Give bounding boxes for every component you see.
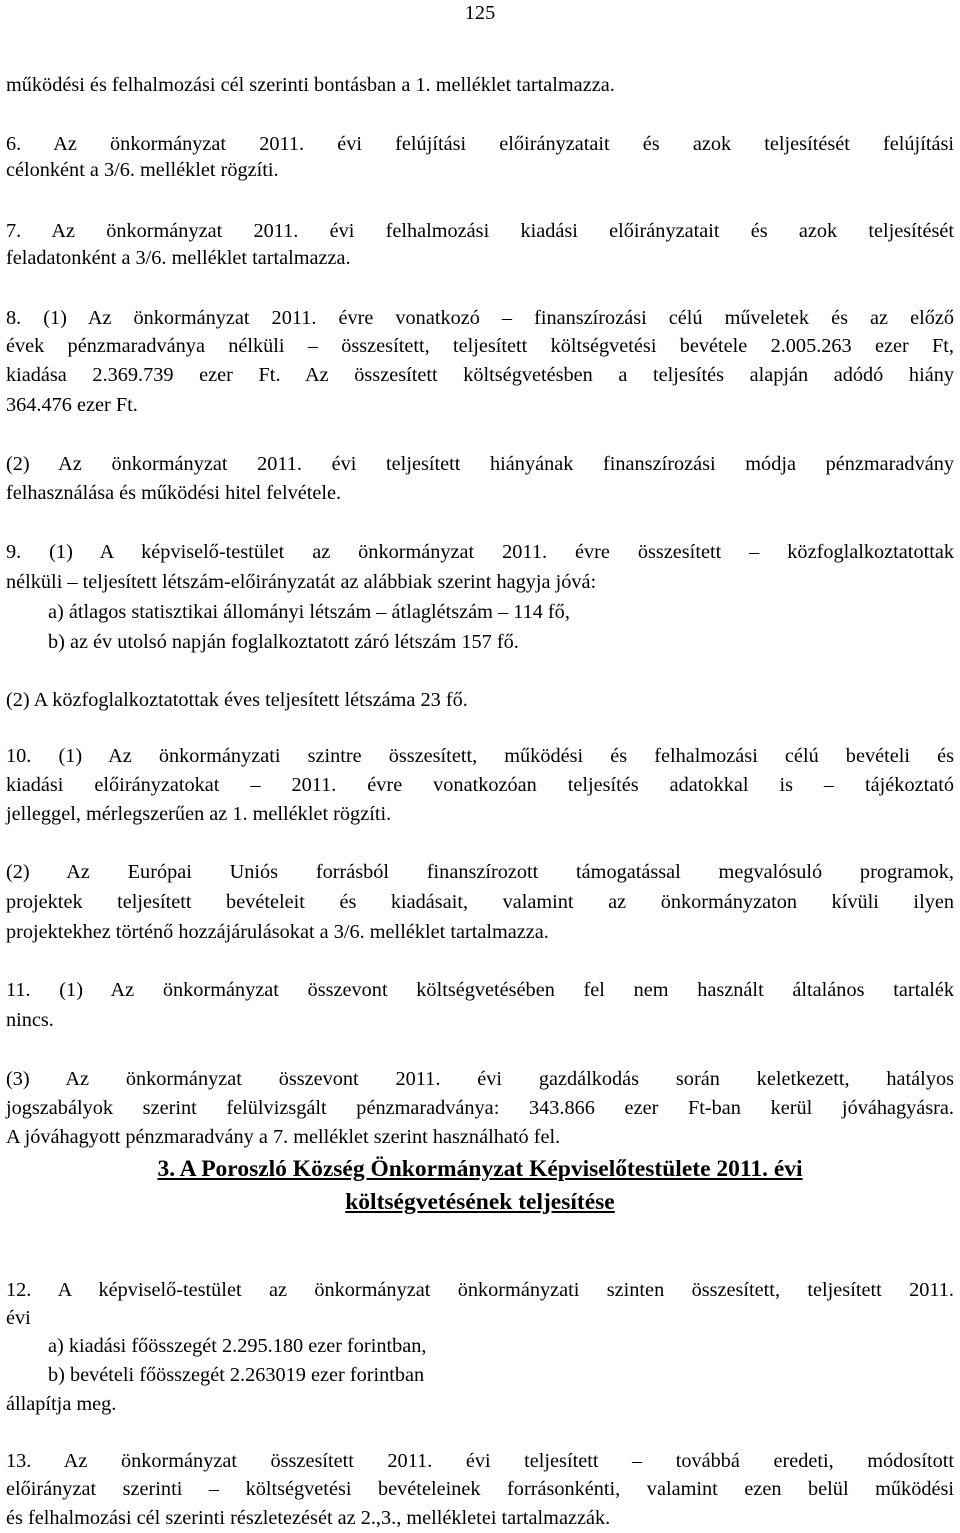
section-heading: 3. A Poroszló Község Önkormányzat Képviselőtestülete 2011. évi <box>157 1156 803 1182</box>
text-line: feladatonként a 3/6. melléklet tartalmazza. <box>6 247 351 269</box>
text-line: 364.476 ezer Ft. <box>6 394 138 416</box>
text-line: (2) Az önkormányzat 2011. évi teljesített hiányának finanszírozási módja pénzmaradvány <box>6 453 954 475</box>
text-line: 8. (1) Az önkormányzat 2011. évre vonatkozó – finanszírozási célú műveletek és az előző <box>6 307 954 329</box>
page-number: 125 <box>464 2 496 24</box>
text-line: és felhalmozási cél szerinti részletezését az 2.,3., mellékletei tartalmazzák. <box>6 1507 611 1529</box>
text-line: 6. Az önkormányzat 2011. évi felújítási előirányzatait és azok teljesítését felújítási <box>6 133 954 155</box>
list-item: b) az év utolsó napján foglalkoztatott záró létszám 157 fő. <box>48 631 519 653</box>
text-line: 11. (1) Az önkormányzat összevont költségvetésében fel nem használt általános tartalék <box>6 979 954 1001</box>
text-line: jogszabályok szerint felülvizsgált pénzmaradványa: 343.866 ezer Ft-ban kerül jóváhagyásra. <box>6 1097 954 1119</box>
text-line: (2) Az Európai Uniós forrásból finanszírozott támogatással megvalósuló programok, <box>6 861 954 883</box>
text-line: jelleggel, mérlegszerűen az 1. melléklet rögzíti. <box>6 803 392 825</box>
section-heading: költségvetésének teljesítése <box>345 1189 615 1215</box>
text-line: felhasználása és működési hitel felvétele. <box>6 482 342 504</box>
text-line: működési és felhalmozási cél szerinti bontásban a 1. melléklet tartalmazza. <box>6 74 615 96</box>
text-line: projektekhez történő hozzájárulásokat a 3/6. melléklet tartalmazza. <box>6 921 549 943</box>
text-line: évi <box>6 1307 31 1329</box>
text-line: célonként a 3/6. melléklet rögzíti. <box>6 159 279 181</box>
text-line: 13. Az önkormányzat összesített 2011. évi teljesített – továbbá eredeti, módosított <box>6 1450 954 1472</box>
list-item: a) kiadási főösszegét 2.295.180 ezer forintban, <box>48 1335 427 1357</box>
text-line: kiadási előirányzatokat – 2011. évre vonatkozóan teljesítés adatokkal is – tájékoztató <box>6 774 954 796</box>
text-line: 7. Az önkormányzat 2011. évi felhalmozási kiadási előirányzatait és azok teljesítését <box>6 220 954 242</box>
text-line: nélküli – teljesített létszám-előirányzatát az alábbiak szerint hagyja jóvá: <box>6 571 597 593</box>
text-line: nincs. <box>6 1009 54 1031</box>
text-line: állapítja meg. <box>6 1393 117 1415</box>
text-line: kiadása 2.369.739 ezer Ft. Az összesített költségvetésben a teljesítés alapján adódó hiány <box>6 364 954 386</box>
text-line: 9. (1) A képviselő-testület az önkormányzat 2011. évre összesített – közfoglalkoztatottak <box>6 541 954 563</box>
text-line: projektek teljesített bevételeit és kiadásait, valamint az önkormányzaton kívüli ilyen <box>6 891 954 913</box>
text-line: előirányzat szerinti – költségvetési bevételeinek forrásonkénti, valamint ezen belül működési <box>6 1478 954 1500</box>
list-item: a) átlagos statisztikai állományi létszám – átlaglétszám – 114 fő, <box>48 601 570 623</box>
text-line: (3) Az önkormányzat összevont 2011. évi gazdálkodás során keletkezett, hatályos <box>6 1068 954 1090</box>
text-line: 10. (1) Az önkormányzati szintre összesített, működési és felhalmozási célú bevételi és <box>6 745 954 767</box>
text-line: 12. A képviselő-testület az önkormányzat önkormányzati szinten összesített, teljesített 2011. <box>6 1279 954 1301</box>
text-line: (2) A közfoglalkoztatottak éves teljesített létszáma 23 fő. <box>6 689 468 711</box>
list-item: b) bevételi főösszegét 2.263019 ezer forintban <box>48 1364 425 1386</box>
text-line: évek pénzmaradványa nélküli – összesített, teljesített költségvetési bevétele 2.005.263 ezer Ft, <box>6 335 954 357</box>
text-line: A jóváhagyott pénzmaradvány a 7. melléklet szerint használható fel. <box>6 1126 561 1148</box>
